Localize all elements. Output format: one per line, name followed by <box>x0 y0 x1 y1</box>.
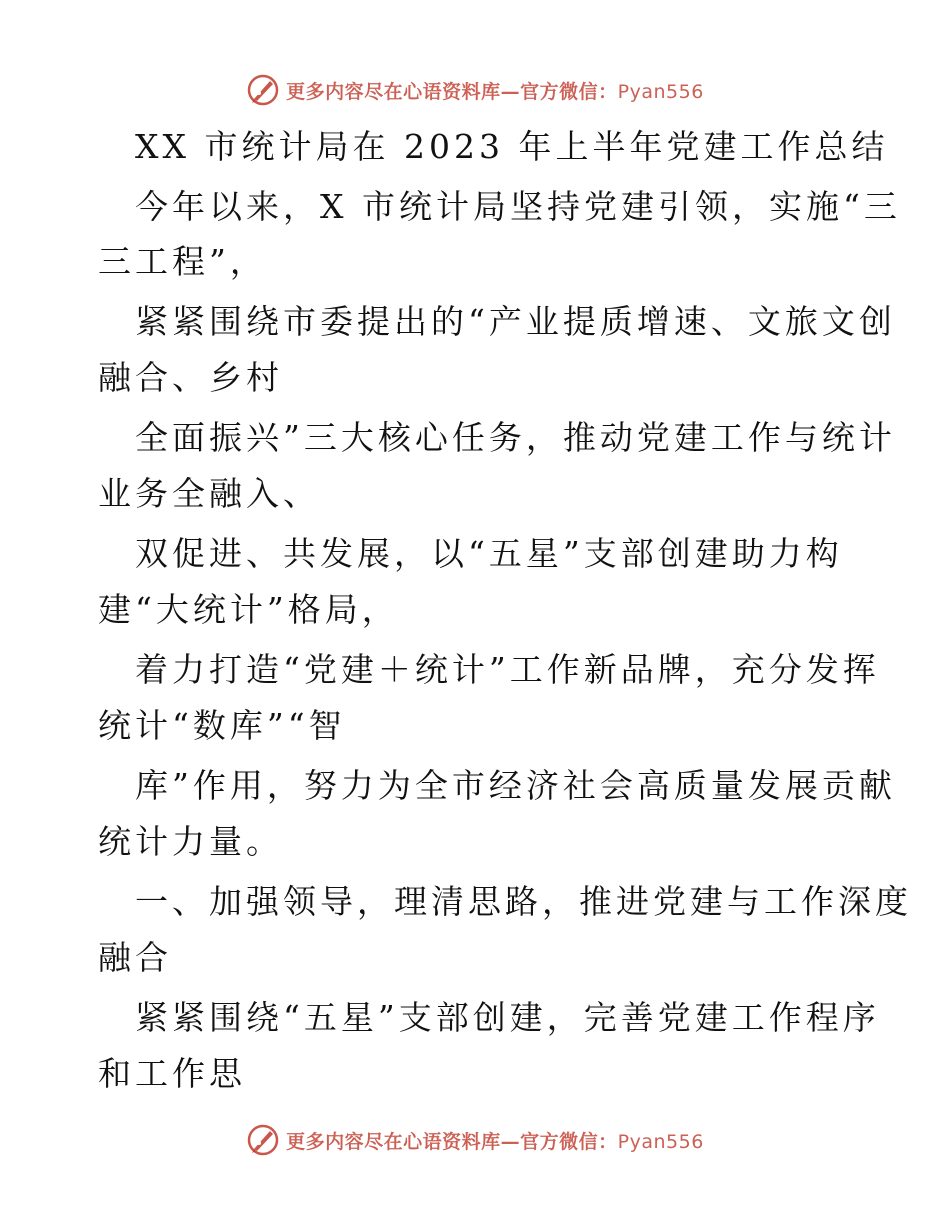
watermark-wechat-id: Pyan556 <box>617 80 704 103</box>
paragraph-line: 紧紧围绕市委提出的“产业提质增速、文旅文创 <box>135 302 896 341</box>
watermark-text <box>286 1127 704 1154</box>
footer-watermark <box>0 1120 950 1160</box>
quill-pen-logo-icon <box>246 73 280 107</box>
paragraph-line: 今年以来，X 市统计局坚持党建引领，实施“三 <box>135 187 901 226</box>
section-heading: 一、加强领导，理清思路，推进党建与工作深度 <box>135 882 912 921</box>
header-watermark <box>0 70 950 110</box>
watermark-text <box>286 77 704 104</box>
paragraph-line: 业务全融入、 <box>98 474 320 513</box>
section-heading-continuation: 融合 <box>98 938 172 977</box>
paragraph-line: 统计“数库”“智 <box>98 706 346 745</box>
paragraph-line: 库”作用，努力为全市经济社会高质量发展贡献 <box>135 766 896 805</box>
paragraph-line: 和工作思 <box>98 1054 246 1093</box>
watermark-slogan: 更多内容尽在心语资料库—官方微信： <box>286 1130 618 1153</box>
watermark-group <box>246 1123 704 1157</box>
paragraph-line: 统计力量。 <box>98 822 283 861</box>
paragraph-line: 全面振兴”三大核心任务，推动党建工作与统计 <box>135 418 896 457</box>
paragraph-line: 三工程”， <box>98 242 267 281</box>
paragraph-line: 建“大统计”格局， <box>98 590 399 629</box>
watermark-slogan: 更多内容尽在心语资料库—官方微信： <box>286 80 618 103</box>
paragraph-line: 紧紧围绕“五星”支部创建，完善党建工作程序 <box>135 998 880 1037</box>
paragraph-line: 融合、乡村 <box>98 358 283 397</box>
watermark-group <box>246 73 704 107</box>
document-title: XX 市统计局在 2023 年上半年党建工作总结 <box>135 127 889 166</box>
paragraph-line: 着力打造“党建＋统计”工作新品牌，充分发挥 <box>135 650 880 689</box>
paragraph-line: 双促进、共发展，以“五星”支部创建助力构 <box>135 534 843 573</box>
watermark-wechat-id: Pyan556 <box>617 1130 704 1153</box>
quill-pen-logo-icon <box>246 1123 280 1157</box>
